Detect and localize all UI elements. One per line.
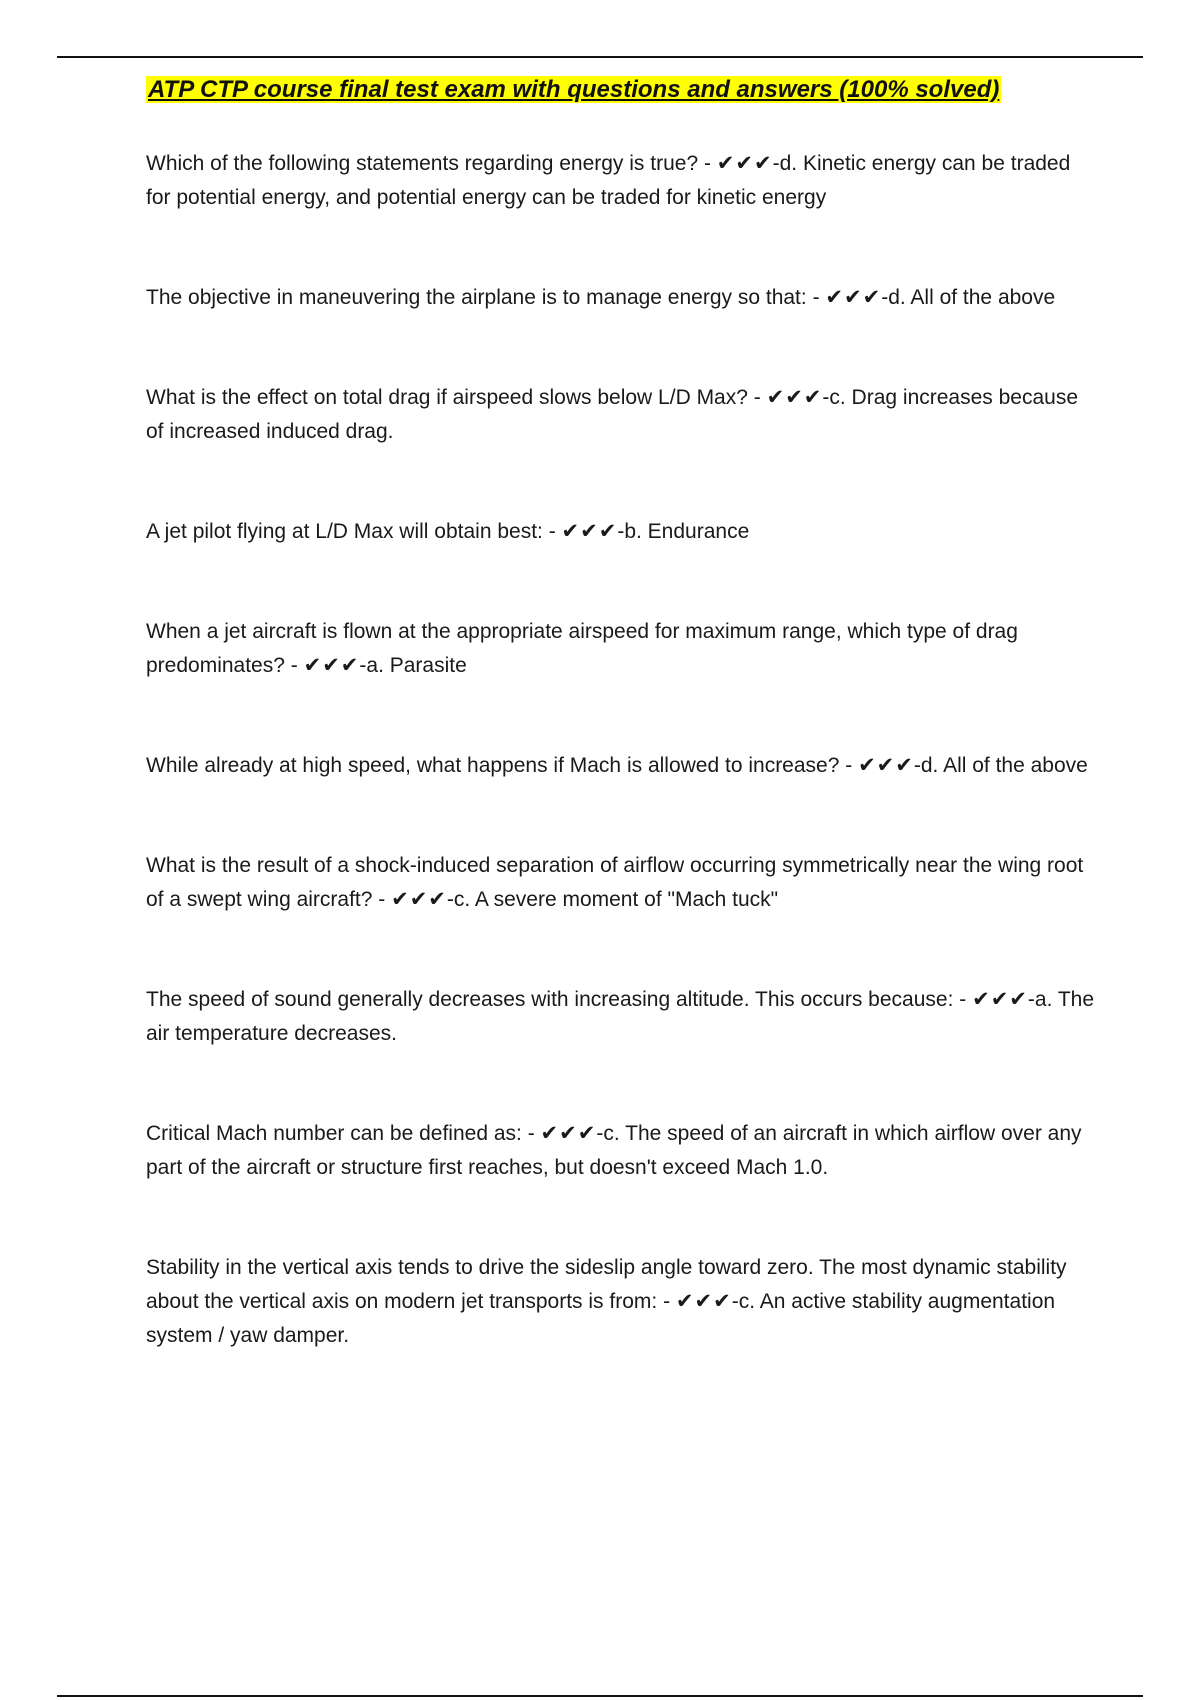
answer-text: c. A severe moment of "Mach tuck" [453,888,779,911]
answer-text: c. Drag increases because of increased induced drag. [146,386,1079,443]
check-marks-icon: ✔✔✔ [303,654,360,677]
check-marks-icon: ✔✔✔ [540,1122,597,1145]
question-text: While already at high speed, what happens if Mach is allowed to increase? [146,754,840,777]
qa-item: While already at high speed, what happens if Mach is allowed to increase? - ✔✔✔-d. All of the above [146,754,1088,777]
document-title: ATP CTP course final test exam with questions and answers (100% solved) [148,76,1000,103]
qa-item: Critical Mach number can be defined as: - ✔✔✔-c. The speed of an aircraft in which airflow over any part of the aircraft or structure first reaches, but doesn't exceed Mach 1.0. [146,1122,1082,1179]
qa-item: What is the effect on total drag if airspeed slows below L/D Max? - ✔✔✔-c. Drag increases because of increased induced drag. [146,386,1079,443]
check-marks-icon: ✔✔✔ [825,286,882,309]
top-rule [57,56,1143,58]
qa-item: When a jet aircraft is flown at the appropriate airspeed for maximum range, which type of drag predominates? - ✔✔✔-a. Parasite [146,620,1018,677]
check-marks-icon: ✔✔✔ [858,754,914,777]
question-text: A jet pilot flying at L/D Max will obtain best: [146,520,543,543]
check-marks-icon: ✔✔✔ [391,888,447,911]
qa-item: A jet pilot flying at L/D Max will obtain best: - ✔✔✔-b. Endurance [146,520,750,543]
qa-item: What is the result of a shock-induced separation of airflow occurring symmetrically near the wing root of a swept wing aircraft? - ✔✔✔-c. A severe moment of "Mach tuck" [146,854,1084,911]
check-marks-icon: ✔✔✔ [716,152,773,175]
answer-text: c. An active stability augmentation system / yaw damper. [146,1290,1056,1347]
question-text: When a jet aircraft is flown at the appropriate airspeed for maximum range, which type of drag predominates? [146,620,1018,677]
question-text: What is the result of a shock-induced separation of airflow occurring symmetrically near the wing root of a swept wing aircraft? [146,854,1084,911]
qa-item: Which of the following statements regarding energy is true? - ✔✔✔-d. Kinetic energy can be traded for potential energy, and potential energy can be traded for kinetic energy [146,152,1071,209]
answer-text: c. The speed of an aircraft in which airflow over any part of the aircraft or structure first reaches, but doesn't exceed Mach 1.0. [146,1122,1082,1179]
check-marks-icon: ✔✔✔ [766,386,823,409]
question-text: Stability in the vertical axis tends to drive the sideslip angle toward zero. The most dynamic stability about the vertical axis on modern jet transports is from: [146,1256,1067,1313]
question-text: What is the effect on total drag if airspeed slows below L/D Max? [146,386,748,409]
document-body [146,70,1096,1419]
answer-text: a. Parasite [366,654,467,677]
answer-text: d. All of the above [888,286,1056,309]
question-text: Which of the following statements regarding energy is true? [146,152,699,175]
question-text: The objective in maneuvering the airplane is to manage energy so that: [146,286,807,309]
answer-text: b. Endurance [624,520,750,543]
check-marks-icon: ✔✔✔ [561,520,618,543]
bottom-rule [57,1695,1143,1697]
title-block [146,70,1096,113]
qa-item: The speed of sound generally decreases with increasing altitude. This occurs because: - ✔✔✔-a. The air temperature decreases. [146,988,1095,1045]
question-text: The speed of sound generally decreases with increasing altitude. This occurs because: [146,988,954,1011]
answer-text: d. All of the above [920,754,1088,777]
check-marks-icon: ✔✔✔ [675,1290,732,1313]
qa-item: Stability in the vertical axis tends to drive the sideslip angle toward zero. The most dynamic stability about the vertical axis on modern jet transports is from: - ✔✔✔-c. An active stability augmentation system / yaw damper. [146,1256,1067,1347]
qa-item: The objective in maneuvering the airplane is to manage energy so that: - ✔✔✔-d. All of the above [146,286,1056,309]
check-marks-icon: ✔✔✔ [972,988,1028,1011]
answer-text: d. Kinetic energy can be traded for potential energy, and potential energy can be traded for kinetic energy [146,152,1071,209]
answer-text: a. The air temperature decreases. [146,988,1095,1045]
qa-list [146,147,1096,1353]
question-text: Critical Mach number can be defined as: [146,1122,522,1145]
